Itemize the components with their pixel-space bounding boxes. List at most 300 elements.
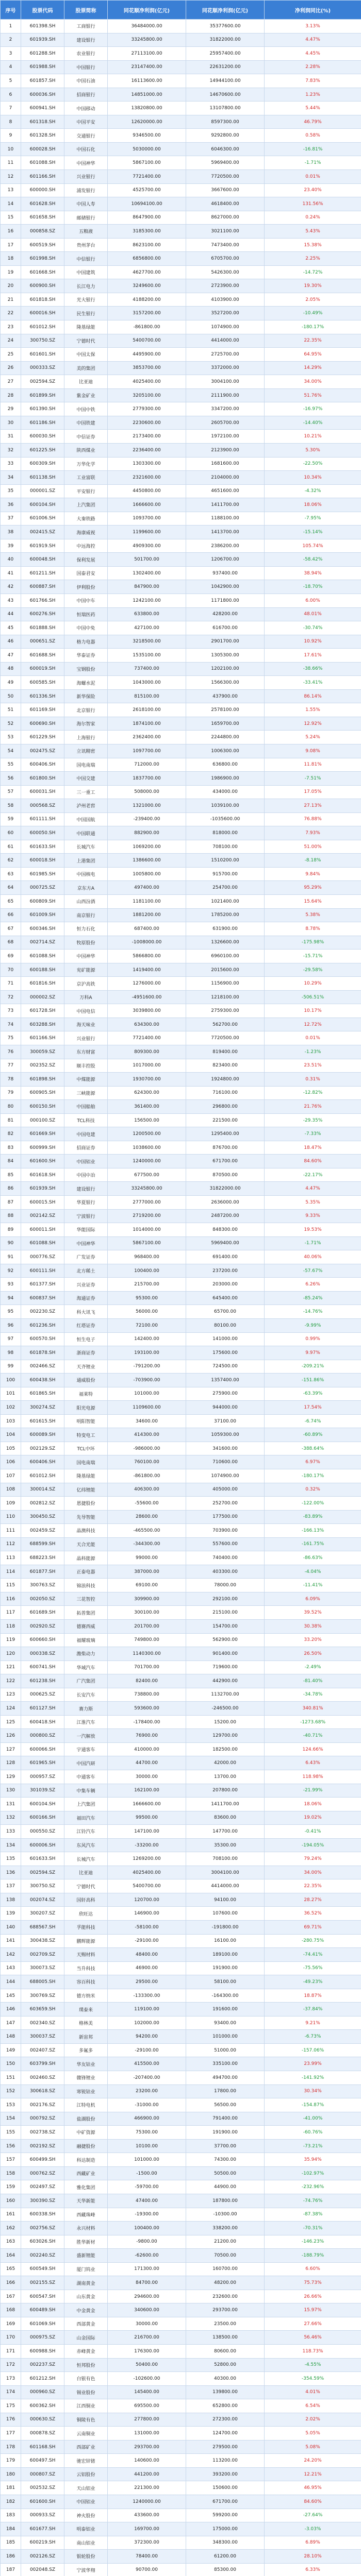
stock-code-cell: 600346.SH bbox=[21, 922, 64, 936]
yoy-change-cell: -60.89% bbox=[265, 1428, 361, 1442]
stock-code-cell: 601985.SH bbox=[21, 867, 64, 881]
profit-previous-cell: 1074900.00 bbox=[186, 1469, 265, 1483]
header-name: 股票简称 bbox=[64, 1, 108, 20]
yoy-change-cell: 17.05% bbox=[265, 785, 361, 799]
yoy-change-cell: -15.14% bbox=[265, 526, 361, 539]
stock-name-cell: 民生银行 bbox=[64, 307, 108, 320]
stock-name-cell: 德方纳米 bbox=[64, 1989, 108, 2003]
table-row bbox=[1, 1537, 361, 1551]
profit-previous-cell: -191800.00 bbox=[186, 1921, 265, 1935]
profit-current-cell: 3185300.00 bbox=[108, 225, 186, 239]
profit-current-cell: -791200.00 bbox=[108, 1360, 186, 1374]
profit-previous-cell: 4103900.00 bbox=[186, 293, 265, 307]
profit-previous-cell: 1042900.00 bbox=[186, 580, 265, 594]
yoy-change-cell: -3.03% bbox=[265, 2522, 361, 2536]
row-index-cell: 118 bbox=[1, 1619, 21, 1633]
stock-name-cell: 当升科技 bbox=[64, 1961, 108, 1975]
stock-code-cell: 600028.SH bbox=[21, 142, 64, 156]
profit-current-cell: 27113100.00 bbox=[108, 47, 186, 61]
yoy-change-cell: -1.71% bbox=[265, 156, 361, 170]
profit-current-cell: 340600.00 bbox=[108, 2303, 186, 2317]
row-index-cell: 92 bbox=[1, 1264, 21, 1278]
profit-current-cell: 215700.00 bbox=[108, 1278, 186, 1292]
profit-current-cell: 7721400.00 bbox=[108, 170, 186, 184]
stock-code-cell: 002497.SZ bbox=[21, 2180, 64, 2194]
yoy-change-cell: 9.33% bbox=[265, 1209, 361, 1223]
yoy-change-cell: -63.39% bbox=[265, 1387, 361, 1401]
profit-current-cell: 760100.00 bbox=[108, 1455, 186, 1469]
yoy-change-cell: 48.01% bbox=[265, 607, 361, 621]
profit-current-cell: 14851000.00 bbox=[108, 88, 186, 101]
profit-previous-cell: 56500.00 bbox=[186, 2098, 265, 2112]
yoy-change-cell: 10.29% bbox=[265, 977, 361, 991]
yoy-change-cell: -7.33% bbox=[265, 1127, 361, 1141]
stock-name-cell: 中国建筑 bbox=[64, 265, 108, 279]
table-row bbox=[1, 320, 361, 334]
stock-name-cell: 江西铜业 bbox=[64, 2399, 108, 2413]
profit-previous-cell: 7473400.00 bbox=[186, 238, 265, 252]
profit-current-cell: 749800.00 bbox=[108, 1633, 186, 1647]
yoy-change-cell: 46.95% bbox=[265, 2481, 361, 2495]
profit-current-cell: 677500.00 bbox=[108, 1168, 186, 1182]
row-index-cell: 75 bbox=[1, 1031, 21, 1045]
yoy-change-cell: -506.51% bbox=[265, 990, 361, 1004]
profit-previous-cell: 215100.00 bbox=[186, 1606, 265, 1620]
table-row bbox=[1, 1592, 361, 1606]
table-row bbox=[1, 1332, 361, 1346]
stock-name-cell: 贵州茅台 bbox=[64, 238, 108, 252]
stock-code-cell: 601668.SH bbox=[21, 265, 64, 279]
stock-code-cell: 603026.SH bbox=[21, 2235, 64, 2249]
stock-code-cell: 601816.SH bbox=[21, 977, 64, 991]
table-row bbox=[1, 1278, 361, 1292]
profit-current-cell: 6856800.00 bbox=[108, 252, 186, 266]
stock-code-cell: 601899.SH bbox=[21, 388, 64, 402]
profit-current-cell: 4025400.00 bbox=[108, 375, 186, 389]
table-row bbox=[1, 1250, 361, 1264]
table-row bbox=[1, 74, 361, 88]
table-row bbox=[1, 2550, 361, 2564]
stock-code-cell: 601633.SH bbox=[21, 1852, 64, 1866]
profit-previous-cell: 5969400.00 bbox=[186, 1236, 265, 1250]
stock-code-cell: 600362.SH bbox=[21, 2399, 64, 2413]
yoy-change-cell: 27.13% bbox=[265, 799, 361, 813]
stock-code-cell: 601878.SH bbox=[21, 1346, 64, 1360]
stock-name-cell: 兴业银行 bbox=[64, 170, 108, 184]
profit-previous-cell: 437900.00 bbox=[186, 689, 265, 703]
table-row bbox=[1, 1838, 361, 1852]
yoy-change-cell: 30.38% bbox=[265, 1619, 361, 1633]
row-index-cell: 169 bbox=[1, 2317, 21, 2331]
profit-current-cell: 737400.00 bbox=[108, 662, 186, 676]
row-index-cell: 115 bbox=[1, 1579, 21, 1592]
stock-name-cell: 江特电机 bbox=[64, 2098, 108, 2112]
yoy-change-cell: -166.13% bbox=[265, 1524, 361, 1538]
row-index-cell: 104 bbox=[1, 1428, 21, 1442]
yoy-change-cell: 21.76% bbox=[265, 1100, 361, 1114]
table-row bbox=[1, 457, 361, 471]
profit-previous-cell: 232600.00 bbox=[186, 2290, 265, 2303]
stock-code-cell: 601012.SH bbox=[21, 1469, 64, 1483]
table-row bbox=[1, 826, 361, 840]
stock-name-cell: 兴业银行 bbox=[64, 1031, 108, 1045]
table-row bbox=[1, 1497, 361, 1511]
row-index-cell: 32 bbox=[1, 443, 21, 457]
stock-name-cell: 华夏银行 bbox=[64, 1196, 108, 1210]
table-row bbox=[1, 744, 361, 758]
yoy-change-cell: 19.02% bbox=[265, 1811, 361, 1825]
table-row bbox=[1, 1647, 361, 1661]
profit-current-cell: 415500.00 bbox=[108, 2057, 186, 2071]
stock-code-cell: 002340.SZ bbox=[21, 2016, 64, 2030]
profit-previous-cell: 3021100.00 bbox=[186, 225, 265, 239]
stock-name-cell: 南京银行 bbox=[64, 908, 108, 922]
table-row bbox=[1, 375, 361, 389]
stock-name-cell: 交通银行 bbox=[64, 129, 108, 143]
profit-previous-cell: 2578100.00 bbox=[186, 703, 265, 717]
row-index-cell: 56 bbox=[1, 772, 21, 786]
row-index-cell: 82 bbox=[1, 1127, 21, 1141]
profit-previous-cell: 870500.00 bbox=[186, 1168, 265, 1182]
yoy-change-cell: 30.34% bbox=[265, 2084, 361, 2098]
row-index-cell: 186 bbox=[1, 2550, 21, 2564]
row-index-cell: 172 bbox=[1, 2358, 21, 2372]
profit-previous-cell: 101000.00 bbox=[186, 2030, 265, 2044]
profit-previous-cell: 52800.00 bbox=[186, 2358, 265, 2372]
table-row bbox=[1, 785, 361, 799]
row-index-cell: 83 bbox=[1, 1141, 21, 1155]
profit-previous-cell: 703900.00 bbox=[186, 1524, 265, 1538]
stock-code-cell: 600150.SH bbox=[21, 1100, 64, 1114]
row-index-cell: 13 bbox=[1, 183, 21, 197]
stock-name-cell: 科大讯飞 bbox=[64, 1305, 108, 1319]
profit-current-cell: 701700.00 bbox=[108, 1660, 186, 1674]
stock-code-cell: 601166.SH bbox=[21, 1031, 64, 1045]
stock-code-cell: 601618.SH bbox=[21, 1168, 64, 1182]
yoy-change-cell: -75.56% bbox=[265, 1961, 361, 1975]
table-row bbox=[1, 265, 361, 279]
stock-code-cell: 300763.SZ bbox=[21, 1579, 64, 1592]
table-row bbox=[1, 1155, 361, 1168]
profit-current-cell: 3157200.00 bbox=[108, 307, 186, 320]
stock-code-cell: 601688.SH bbox=[21, 649, 64, 663]
table-row bbox=[1, 1961, 361, 1975]
stock-code-cell: 600089.SH bbox=[21, 1428, 64, 1442]
row-index-cell: 101 bbox=[1, 1387, 21, 1401]
table-row bbox=[1, 1852, 361, 1866]
stock-name-cell: 福田汽车 bbox=[64, 1811, 108, 1825]
profit-previous-cell: 48200.00 bbox=[186, 2276, 265, 2290]
stock-name-cell: 宁波华翔 bbox=[64, 2563, 108, 2576]
yoy-change-cell: -146.23% bbox=[265, 2235, 361, 2249]
stock-name-cell: 胜华新材 bbox=[64, 2235, 108, 2249]
yoy-change-cell: -194.05% bbox=[265, 1838, 361, 1852]
stock-code-cell: 000933.SZ bbox=[21, 2509, 64, 2522]
yoy-change-cell: 26.66% bbox=[265, 2290, 361, 2303]
table-row bbox=[1, 115, 361, 129]
table-row bbox=[1, 1059, 361, 1073]
profit-current-cell: 5867100.00 bbox=[108, 156, 186, 170]
yoy-change-cell: -38.66% bbox=[265, 662, 361, 676]
stock-code-cell: 002155.SZ bbox=[21, 2276, 64, 2290]
row-index-cell: 100 bbox=[1, 1374, 21, 1387]
table-row bbox=[1, 1318, 361, 1332]
stock-name-cell: 锦浪科技 bbox=[64, 1579, 108, 1592]
table-row bbox=[1, 2043, 361, 2057]
profit-previous-cell: 2015600.00 bbox=[186, 963, 265, 977]
stock-code-cell: 601166.SH bbox=[21, 170, 64, 184]
stock-name-cell: 三峡能源 bbox=[64, 1086, 108, 1100]
row-index-cell: 61 bbox=[1, 840, 21, 854]
yoy-change-cell: 0.24% bbox=[265, 211, 361, 225]
profit-previous-cell: 14944100.00 bbox=[186, 74, 265, 88]
row-index-cell: 160 bbox=[1, 2194, 21, 2208]
yoy-change-cell: 4.47% bbox=[265, 33, 361, 47]
stock-code-cell: 601186.SH bbox=[21, 416, 64, 430]
profit-previous-cell: 599200.00 bbox=[186, 2509, 265, 2522]
row-index-cell: 5 bbox=[1, 74, 21, 88]
profit-current-cell: 28600.00 bbox=[108, 1510, 186, 1524]
profit-current-cell: 406300.00 bbox=[108, 1483, 186, 1497]
yoy-change-cell: 33.20% bbox=[265, 1633, 361, 1647]
profit-previous-cell: 671700.00 bbox=[186, 2495, 265, 2509]
yoy-change-cell: 51.76% bbox=[265, 388, 361, 402]
table-row bbox=[1, 33, 361, 47]
profit-previous-cell: -164300.00 bbox=[186, 1989, 265, 2003]
stock-code-cell: 601600.SH bbox=[21, 2495, 64, 2509]
stock-code-cell: 000333.SZ bbox=[21, 361, 64, 375]
table-row bbox=[1, 799, 361, 813]
table-row bbox=[1, 1442, 361, 1455]
table-row bbox=[1, 197, 361, 211]
table-row bbox=[1, 1729, 361, 1743]
table-row bbox=[1, 293, 361, 307]
yoy-change-cell: 18.87% bbox=[265, 1989, 361, 2003]
profit-previous-cell: 78000.00 bbox=[186, 1579, 265, 1592]
yoy-change-cell: 2.05% bbox=[265, 293, 361, 307]
profit-current-cell: 23147400.00 bbox=[108, 60, 186, 74]
yoy-change-cell: -30.74% bbox=[265, 621, 361, 635]
table-row bbox=[1, 1879, 361, 1893]
row-index-cell: 184 bbox=[1, 2522, 21, 2536]
profit-current-cell: -62600.00 bbox=[108, 2249, 186, 2263]
profit-previous-cell: 2725700.00 bbox=[186, 348, 265, 362]
profit-previous-cell: 1566300.00 bbox=[186, 676, 265, 690]
stock-name-cell: 通威股份 bbox=[64, 1374, 108, 1387]
table-row bbox=[1, 1291, 361, 1305]
stock-name-cell: 中国中冶 bbox=[64, 1168, 108, 1182]
stock-code-cell: 002532.SZ bbox=[21, 2481, 64, 2495]
stock-name-cell: 光大银行 bbox=[64, 293, 108, 307]
stock-name-cell: TCL科技 bbox=[64, 1113, 108, 1127]
row-index-cell: 50 bbox=[1, 689, 21, 703]
profit-current-cell: 5030000.00 bbox=[108, 142, 186, 156]
profit-current-cell: 2173400.00 bbox=[108, 430, 186, 444]
row-index-cell: 41 bbox=[1, 566, 21, 580]
profit-current-cell: -4951600.00 bbox=[108, 990, 186, 1004]
stock-name-cell: 西藏珠峰 bbox=[64, 2208, 108, 2222]
profit-previous-cell: 107600.00 bbox=[186, 1907, 265, 1921]
stock-name-cell: 德赛西威 bbox=[64, 1619, 108, 1633]
stock-name-cell: 湖南黄金 bbox=[64, 2276, 108, 2290]
yoy-change-cell: -73.21% bbox=[265, 2139, 361, 2153]
stock-name-cell: 寒锐钴业 bbox=[64, 2084, 108, 2098]
profit-current-cell: -9800.00 bbox=[108, 2235, 186, 2249]
row-index-cell: 123 bbox=[1, 1688, 21, 1702]
row-index-cell: 3 bbox=[1, 47, 21, 61]
stock-code-cell: 002812.SZ bbox=[21, 1497, 64, 1511]
table-row bbox=[1, 662, 361, 676]
profit-previous-cell: 6705700.00 bbox=[186, 252, 265, 266]
stock-code-cell: 002594.SZ bbox=[21, 375, 64, 389]
stock-code-cell: 002048.SZ bbox=[21, 2563, 64, 2576]
profit-previous-cell: 1413700.00 bbox=[186, 526, 265, 539]
stock-code-cell: 000975.SZ bbox=[21, 2331, 64, 2345]
profit-previous-cell: 2386200.00 bbox=[186, 539, 265, 553]
table-row bbox=[1, 307, 361, 320]
yoy-change-cell: 7.93% bbox=[265, 826, 361, 840]
stock-code-cell: 600188.SH bbox=[21, 963, 64, 977]
table-row bbox=[1, 1825, 361, 1839]
row-index-cell: 114 bbox=[1, 1565, 21, 1579]
row-index-cell: 44 bbox=[1, 607, 21, 621]
yoy-change-cell: 34.00% bbox=[265, 1866, 361, 1879]
table-row bbox=[1, 1483, 361, 1497]
profit-previous-cell: 160700.00 bbox=[186, 2262, 265, 2276]
profit-current-cell: 30000.00 bbox=[108, 1770, 186, 1784]
row-index-cell: 43 bbox=[1, 594, 21, 607]
row-index-cell: 96 bbox=[1, 1318, 21, 1332]
stock-name-cell: 紫金矿业 bbox=[64, 388, 108, 402]
yoy-change-cell: 6.60% bbox=[265, 2262, 361, 2276]
row-index-cell: 159 bbox=[1, 2180, 21, 2194]
stock-name-cell: 中国船舶 bbox=[64, 1100, 108, 1114]
stock-name-cell: 江淮汽车 bbox=[64, 1715, 108, 1729]
table-row bbox=[1, 2303, 361, 2317]
yoy-change-cell: 34.00% bbox=[265, 375, 361, 389]
row-index-cell: 98 bbox=[1, 1346, 21, 1360]
profit-current-cell: 101000.00 bbox=[108, 2153, 186, 2167]
profit-current-cell: -59700.00 bbox=[108, 2180, 186, 2194]
row-index-cell: 60 bbox=[1, 826, 21, 840]
stock-name-cell: 中信银行 bbox=[64, 252, 108, 266]
yoy-change-cell: -122.00% bbox=[265, 1497, 361, 1511]
stock-code-cell: 603659.SH bbox=[21, 2003, 64, 2016]
stock-name-cell: 东风汽车 bbox=[64, 1838, 108, 1852]
profit-current-cell: -986000.00 bbox=[108, 1442, 186, 1455]
table-row bbox=[1, 1715, 361, 1729]
row-index-cell: 25 bbox=[1, 348, 21, 362]
yoy-change-cell: 9.97% bbox=[265, 1346, 361, 1360]
row-index-cell: 150 bbox=[1, 2057, 21, 2071]
yoy-change-cell: -85.24% bbox=[265, 1291, 361, 1305]
yoy-change-cell: -209.21% bbox=[265, 1360, 361, 1374]
table-row bbox=[1, 2112, 361, 2126]
yoy-change-cell: -12.82% bbox=[265, 1086, 361, 1100]
stock-name-cell: 万华化学 bbox=[64, 457, 108, 471]
row-index-cell: 88 bbox=[1, 1209, 21, 1223]
stock-name-cell: 海螺水泥 bbox=[64, 676, 108, 690]
stock-code-cell: 600741.SH bbox=[21, 1660, 64, 1674]
stock-name-cell: 西藏矿业 bbox=[64, 2166, 108, 2180]
profit-current-cell: 30000.00 bbox=[108, 2317, 186, 2331]
stock-code-cell: 000625.SZ bbox=[21, 1688, 64, 1702]
stock-name-cell: 白银有色 bbox=[64, 2372, 108, 2386]
profit-current-cell: 95300.00 bbox=[108, 1291, 186, 1305]
row-index-cell: 7 bbox=[1, 101, 21, 115]
stock-code-cell: 600036.SH bbox=[21, 88, 64, 101]
stock-code-cell: 601877.SH bbox=[21, 1565, 64, 1579]
yoy-change-cell: 10.17% bbox=[265, 1004, 361, 1018]
yoy-change-cell: 69.71% bbox=[265, 1921, 361, 1935]
table-row bbox=[1, 881, 361, 895]
table-row bbox=[1, 2427, 361, 2441]
profit-current-cell: -703900.00 bbox=[108, 1374, 186, 1387]
stock-code-cell: 601168.SH bbox=[21, 2440, 64, 2454]
stock-name-cell: 天山铝业 bbox=[64, 2481, 108, 2495]
row-index-cell: 89 bbox=[1, 1223, 21, 1237]
profit-previous-cell: 187800.00 bbox=[186, 2194, 265, 2208]
profit-current-cell: -344300.00 bbox=[108, 1537, 186, 1551]
stock-name-cell: 恒力石化 bbox=[64, 922, 108, 936]
table-row bbox=[1, 1756, 361, 1770]
yoy-change-cell: 0.31% bbox=[265, 1073, 361, 1087]
row-index-cell: 47 bbox=[1, 649, 21, 663]
stock-code-cell: 601390.SH bbox=[21, 402, 64, 416]
stock-name-cell: 建设银行 bbox=[64, 33, 108, 47]
yoy-change-cell: 15.38% bbox=[265, 238, 361, 252]
stock-name-cell: 山东黄金 bbox=[64, 2290, 108, 2303]
stock-code-cell: 601225.SH bbox=[21, 443, 64, 457]
stock-name-cell: 孚能科技 bbox=[64, 1921, 108, 1935]
profit-previous-cell: 16100.00 bbox=[186, 1934, 265, 1948]
profit-current-cell: 84700.00 bbox=[108, 2276, 186, 2290]
profit-previous-cell: 3004100.00 bbox=[186, 1866, 265, 1879]
yoy-change-cell: 124.66% bbox=[265, 1742, 361, 1756]
yoy-change-cell: 38.94% bbox=[265, 566, 361, 580]
profit-previous-cell: 348300.00 bbox=[186, 2536, 265, 2550]
profit-current-cell: 7721400.00 bbox=[108, 1031, 186, 1045]
stock-code-cell: 600438.SH bbox=[21, 1374, 64, 1387]
yoy-change-cell: -180.17% bbox=[265, 320, 361, 334]
profit-previous-cell: 9292800.00 bbox=[186, 129, 265, 143]
stock-name-cell: 东方财富 bbox=[64, 1045, 108, 1059]
yoy-change-cell: -188.79% bbox=[265, 2249, 361, 2263]
profit-current-cell: 410000.00 bbox=[108, 1742, 186, 1756]
table-row bbox=[1, 1031, 361, 1045]
stock-code-cell: 600111.SH bbox=[21, 1264, 64, 1278]
yoy-change-cell: -18.70% bbox=[265, 580, 361, 594]
row-index-cell: 36 bbox=[1, 498, 21, 512]
yoy-change-cell: 4.47% bbox=[265, 1182, 361, 1196]
profit-previous-cell: 1924800.00 bbox=[186, 1073, 265, 1087]
profit-current-cell: 1386600.00 bbox=[108, 854, 186, 868]
row-index-cell: 52 bbox=[1, 717, 21, 731]
profit-previous-cell: 203000.00 bbox=[186, 1278, 265, 1292]
profit-current-cell: 1093700.00 bbox=[108, 512, 186, 526]
stock-name-cell: 北京银行 bbox=[64, 703, 108, 717]
profit-current-cell: 48400.00 bbox=[108, 1948, 186, 1962]
table-row bbox=[1, 2481, 361, 2495]
table-row bbox=[1, 2016, 361, 2030]
profit-previous-cell: 442900.00 bbox=[186, 1674, 265, 1688]
profit-current-cell: 300100.00 bbox=[108, 1606, 186, 1620]
yoy-change-cell: 6.09% bbox=[265, 1592, 361, 1606]
yoy-change-cell: 46.79% bbox=[265, 115, 361, 129]
table-row bbox=[1, 2003, 361, 2016]
row-index-cell: 11 bbox=[1, 156, 21, 170]
row-index-cell: 15 bbox=[1, 211, 21, 225]
